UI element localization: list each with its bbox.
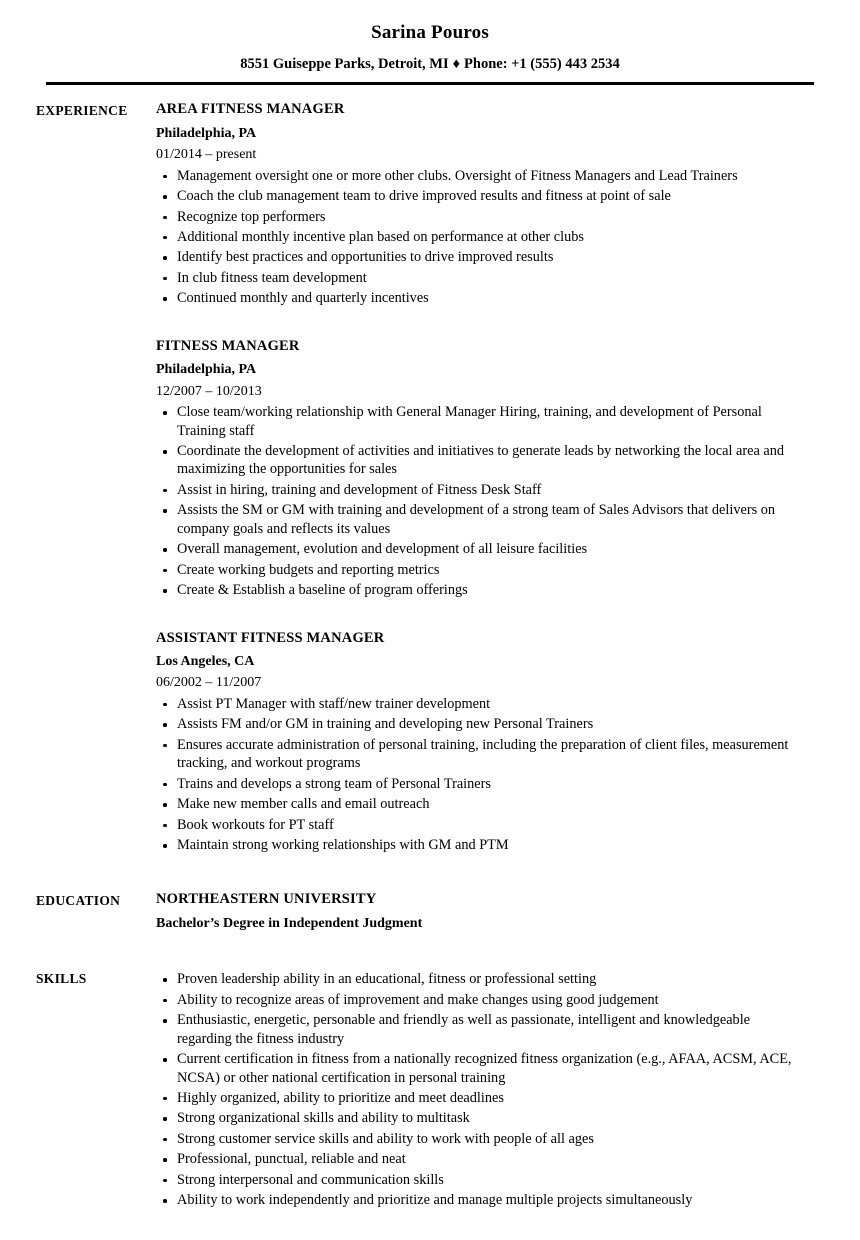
bullet-item: Create working budgets and reporting metrics [156, 561, 808, 579]
job-bullet-list [156, 167, 808, 308]
bullet-item: Coach the club management team to drive improved results and fitness at point of sale [156, 187, 808, 205]
resume-body [0, 100, 860, 1209]
education-school: NORTHEASTERN UNIVERSITY [156, 891, 377, 908]
diamond-separator-icon: ♦ [452, 55, 461, 72]
bullet-item: Assist in hiring, training and development of Fitness Desk Staff [156, 481, 808, 499]
education-degree: Bachelor’s Degree in Independent Judgment [156, 916, 423, 932]
bullet-item: Strong organizational skills and ability to multitask [156, 1109, 808, 1127]
bullet-item: Identify best practices and opportunities to drive improved results [156, 248, 808, 266]
job-bullet-list [156, 695, 808, 855]
bullet-item: Additional monthly incentive plan based on performance at other clubs [156, 228, 808, 246]
experience-entries [156, 100, 808, 854]
contact-phone: Phone: +1 (555) 443 2534 [464, 55, 620, 72]
job-dates: 12/2007 – 10/2013 [156, 383, 262, 399]
job-title: ASSISTANT FITNESS MANAGER [156, 629, 385, 646]
bullet-item: Highly organized, ability to prioritize and meet deadlines [156, 1089, 808, 1107]
section-label-experience: EXPERIENCE [36, 103, 128, 119]
job-location: Philadelphia, PA [156, 125, 257, 141]
bullet-item: Trains and develops a strong team of Personal Trainers [156, 775, 808, 793]
section-label-education: EDUCATION [36, 893, 121, 909]
bullet-item: Book workouts for PT staff [156, 816, 808, 834]
bullet-item: Overall management, evolution and development of all leisure facilities [156, 540, 808, 558]
bullet-item: Enthusiastic, energetic, personable and friendly as well as passionate, intelligent and knowledgeable regarding the fitness industry [156, 1011, 808, 1048]
bullet-item: Make new member calls and email outreach [156, 795, 808, 813]
bullet-item: In club fitness team development [156, 269, 808, 287]
section-label-skills: SKILLS [36, 971, 87, 987]
bullet-item: Proven leadership ability in an educational, fitness or professional setting [156, 970, 808, 988]
job-bullet-list [156, 403, 808, 599]
bullet-item: Assist PT Manager with staff/new trainer development [156, 695, 808, 713]
job-dates: 01/2014 – present [156, 147, 257, 163]
bullet-item: Recognize top performers [156, 208, 808, 226]
contact-address: 8551 Guiseppe Parks, Detroit, MI [240, 55, 449, 72]
skills-entries [156, 968, 808, 1209]
bullet-item: Professional, punctual, reliable and neat [156, 1150, 808, 1168]
job-entry [156, 100, 808, 308]
bullet-item: Continued monthly and quarterly incentives [156, 289, 808, 307]
header-divider [46, 82, 814, 85]
bullet-item: Strong interpersonal and communication skills [156, 1171, 808, 1189]
section-education [36, 890, 808, 934]
job-entry [156, 629, 808, 855]
resume-header [0, 0, 860, 85]
bullet-item: Close team/working relationship with General Manager Hiring, training, and development of Personal Training staff [156, 403, 808, 440]
section-skills [36, 968, 808, 1209]
bullet-item: Coordinate the development of activities and initiatives to generate leads by networking the local area and maximizing the opportunities for sales [156, 442, 808, 479]
bullet-item: Ability to work independently and prioritize and manage multiple projects simultaneously [156, 1191, 808, 1209]
bullet-item: Assists FM and/or GM in training and developing new Personal Trainers [156, 715, 808, 733]
job-title: AREA FITNESS MANAGER [156, 101, 345, 118]
bullet-item: Maintain strong working relationships with GM and PTM [156, 836, 808, 854]
contact-line [0, 56, 860, 73]
bullet-item: Create & Establish a baseline of program offerings [156, 581, 808, 599]
bullet-item: Current certification in fitness from a nationally recognized fitness organization (e.g., AFAA, ACSM, ACE, NCSA) or other national certification in personal training [156, 1050, 808, 1087]
candidate-name: Sarina Pouros [371, 22, 489, 43]
section-experience [36, 100, 808, 854]
bullet-item: Ability to recognize areas of improvement and make changes using good judgement [156, 991, 808, 1009]
job-entry [156, 337, 808, 600]
job-location: Los Angeles, CA [156, 654, 255, 670]
bullet-item: Assists the SM or GM with training and development of a strong team of Sales Advisors that delivers on company goals and reflects its values [156, 501, 808, 538]
job-title: FITNESS MANAGER [156, 337, 300, 354]
bullet-item: Management oversight one or more other clubs. Oversight of Fitness Managers and Lead Trainers [156, 167, 808, 185]
bullet-item: Ensures accurate administration of personal training, including the preparation of client files, measurement tracking, and workout programs [156, 736, 808, 773]
job-dates: 06/2002 – 11/2007 [156, 675, 262, 691]
bullet-item: Strong customer service skills and ability to work with people of all ages [156, 1130, 808, 1148]
education-entries [156, 890, 808, 934]
skills-bullet-list [156, 970, 808, 1209]
job-location: Philadelphia, PA [156, 362, 257, 378]
